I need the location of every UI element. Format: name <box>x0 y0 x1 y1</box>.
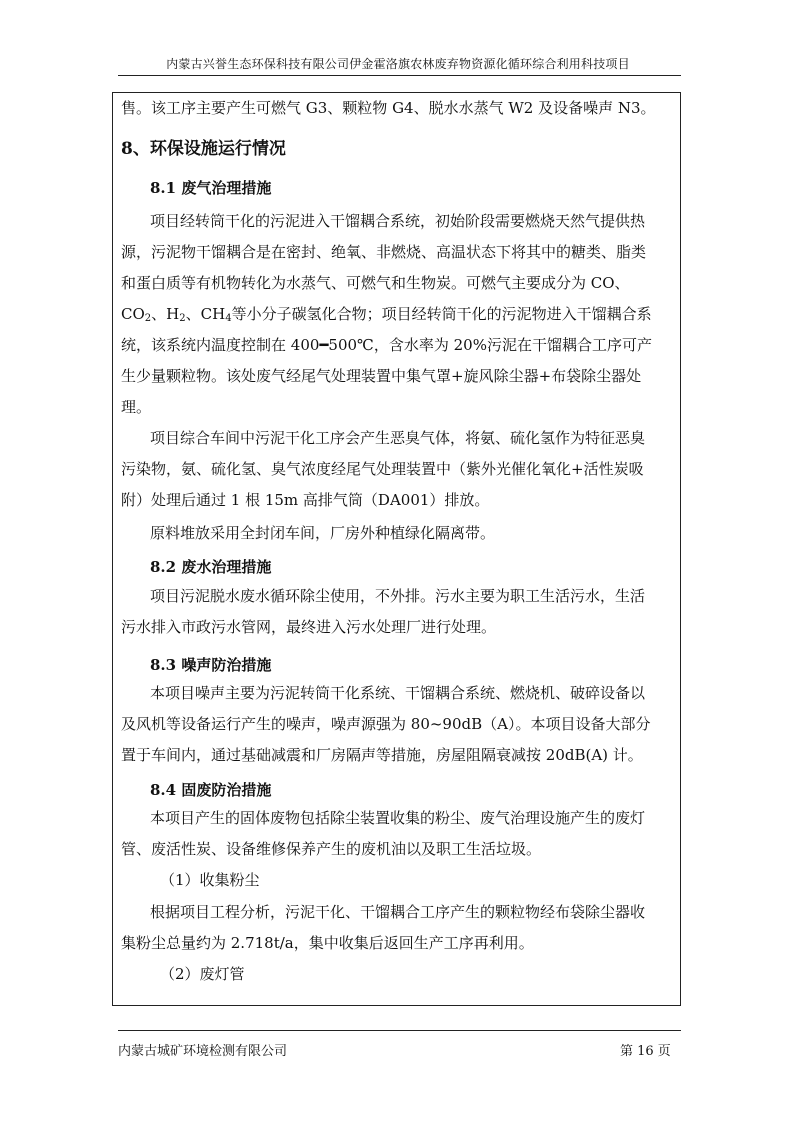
s81-p1-line6: 生少量颗粒物。该处废气经尾气处理装置中集气罩+旋风除尘器+布袋除尘器处 <box>121 367 642 385</box>
section-8-3-title: 8.3 噪声防治措施 <box>150 656 272 674</box>
s81-p1-line1: 项目经转筒干化的污泥进入干馏耦合系统，初始阶段需要燃烧天然气提供热 <box>150 212 646 230</box>
footer-divider <box>118 1030 681 1031</box>
intro-line: 售。该工序主要产生可燃气 G3、颗粒物 G4、脱水水蒸气 W2 及设备噪声 N3。 <box>121 99 656 117</box>
s83-p1-line1: 本项目噪声主要为污泥转筒干化系统、干馏耦合系统、燃烧机、破碎设备以 <box>150 684 646 702</box>
s81-p1-line2: 源，污泥物干馏耦合是在密封、绝氧、非燃烧、高温状态下将其中的糖类、脂类 <box>121 243 647 261</box>
section-8-title: 8、环保设施运行情况 <box>121 139 286 159</box>
s81-p1-line7: 理。 <box>121 398 152 416</box>
s82-p1-line2: 污水排入市政污水管网，最终进入污水处理厂进行处理。 <box>121 618 497 636</box>
h2-formula: 、H <box>151 305 180 323</box>
s81-p1-line4 <box>121 304 652 324</box>
s81-p1-line4-rest: 等小分子碳氢化合物；项目经转筒干化的污泥物进入干馏耦合系 <box>231 305 652 323</box>
s82-p1-line1: 项目污泥脱水废水循环除尘使用，不外排。污水主要为职工生活污水，生活 <box>150 587 646 605</box>
co2-formula: CO <box>121 305 145 323</box>
h2-subscript: 2 <box>179 313 186 324</box>
footer-company: 内蒙古城矿环境检测有限公司 <box>118 1044 288 1059</box>
s84-p2-line2: 集粉尘总量约为 2.718t/a，集中收集后返回生产工序再利用。 <box>121 934 534 952</box>
section-8-1-title: 8.1 废气治理措施 <box>150 179 272 197</box>
s84-p1-line1: 本项目产生的固体废物包括除尘装置收集的粉尘、废气治理设施产生的废灯 <box>150 809 646 827</box>
s84-item-1: （1）收集粉尘 <box>160 871 260 889</box>
s83-p1-line2: 及风机等设备运行产生的噪声，噪声源强为 80~90dB（A）。本项目设备大部分 <box>121 715 651 733</box>
s84-p2-line1: 根据项目工程分析，污泥干化、干馏耦合工序产生的颗粒物经布袋除尘器收 <box>150 903 646 921</box>
s81-p2-line2: 污染物，氨、硫化氢、臭气浓度经尾气处理装置中（紫外光催化氧化+活性炭吸 <box>121 460 644 478</box>
s81-p1-line3: 和蛋白质等有机物转化为水蒸气、可燃气和生物炭。可燃气主要成分为 CO、 <box>121 274 630 292</box>
ch4-subscript: 4 <box>225 313 232 324</box>
page-header-title: 内蒙古兴誉生态环保科技有限公司伊金霍洛旗农林废弃物资源化循环综合利用科技项目 <box>166 57 630 71</box>
header-divider <box>118 75 681 76</box>
s81-p1-line5: 统，该系统内温度控制在 400━500℃，含水率为 20%污泥在干馏耦合工序可产 <box>121 336 652 354</box>
s81-p2-line3: 附）处理后通过 1 根 15m 高排气筒（DA001）排放。 <box>121 491 490 509</box>
co2-subscript: 2 <box>144 313 152 324</box>
ch4-formula: 、CH <box>185 305 226 323</box>
section-8-4-title: 8.4 固废防治措施 <box>150 781 272 799</box>
s84-item-2: （2）废灯管 <box>160 965 245 983</box>
section-8-2-title: 8.2 废水治理措施 <box>150 558 272 576</box>
page-number: 第 16 页 <box>620 1044 671 1059</box>
s84-p1-line2: 管、废活性炭、设备维修保养产生的废机油以及职工生活垃圾。 <box>121 840 542 858</box>
s81-p3-line1: 原料堆放采用全封闭车间，厂房外种植绿化隔离带。 <box>150 524 496 542</box>
s81-p2-line1: 项目综合车间中污泥干化工序会产生恶臭气体，将氨、硫化氢作为特征恶臭 <box>150 429 646 447</box>
s83-p1-line3: 置于车间内，通过基础减震和厂房隔声等措施，房屋阻隔衰减按 20dB(A) 计。 <box>121 746 643 764</box>
